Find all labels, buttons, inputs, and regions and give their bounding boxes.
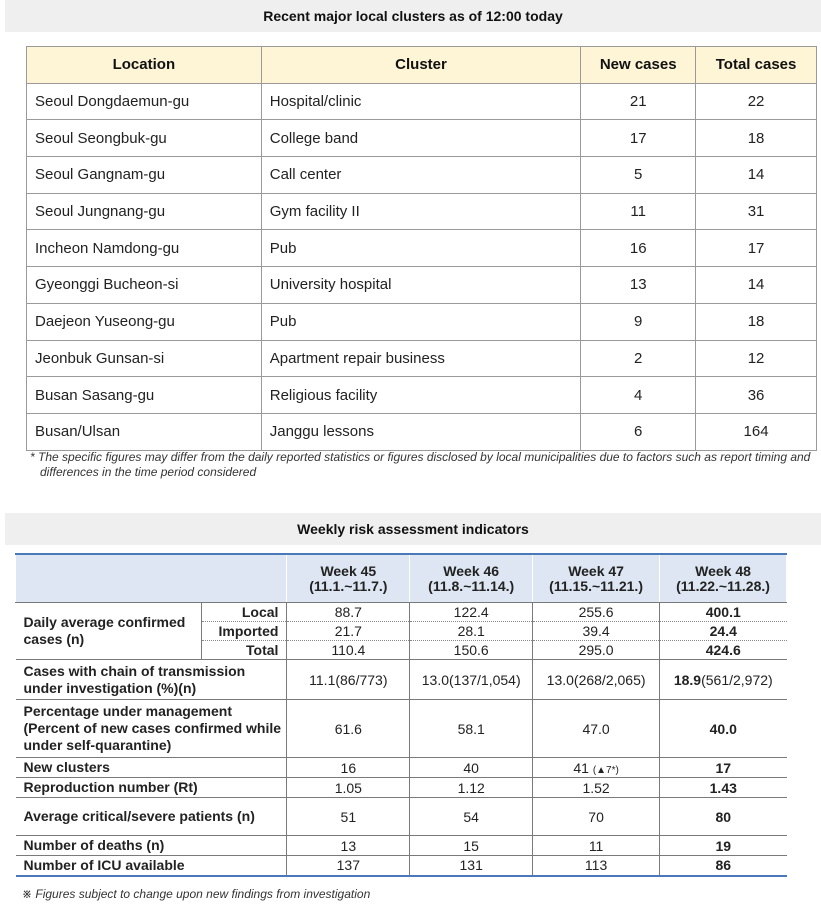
value-cell: 88.7 [287,603,410,622]
label-critical: Average critical/severe patients (n) [16,798,287,836]
value-cell: 13.0(268/2,065) [533,660,660,700]
cell-location: Daejeon Yuseong-gu [27,303,262,340]
clusters-table [26,46,817,451]
chain-count: (561/2,972) [701,671,773,688]
cell-new-cases: 13 [581,267,696,304]
cell-total-cases: 18 [696,303,817,340]
value-cell: 16 [287,758,410,778]
row-local [16,603,787,622]
cell-total-cases: 36 [696,377,817,414]
cell-total-cases: 14 [696,157,817,194]
value-cell: 51 [287,798,410,836]
cell-cluster: Janggu lessons [261,413,581,450]
table-row [27,193,817,230]
cell-cluster: Pub [261,230,581,267]
increase-note: (▲7*) [592,764,619,776]
row-critical [16,798,787,836]
value-cell: 58.1 [410,700,533,758]
header-new-cases: New cases [581,47,696,84]
week-range: (11.22.~11.28.) [676,577,770,594]
cell-total-cases: 22 [696,83,817,120]
clusters-footnote: * The specific figures may differ from the daily reported statistics or figures disclosed by local municipalities due to factors such as report timing and differences in the time period considered [30,450,811,479]
header-corner [16,554,287,603]
cell-location: Incheon Namdong-gu [27,230,262,267]
header-week-45 [287,554,410,603]
value-cell: 80 [660,798,787,836]
cell-location: Jeonbuk Gunsan-si [27,340,262,377]
value-cell: 70 [533,798,660,836]
week-label: Week 45 [320,562,377,579]
value-cell: 21.7 [287,622,410,641]
cell-total-cases: 14 [696,267,817,304]
new-clusters-value: 41 [573,759,589,776]
cell-total-cases: 31 [696,193,817,230]
cell-cluster: Religious facility [261,377,581,414]
value-cell: 13.0(137/1,054) [410,660,533,700]
table-row [27,377,817,414]
cell-location: Gyeonggi Bucheon-si [27,267,262,304]
cell-location: Seoul Jungnang-gu [27,193,262,230]
value-cell: 86 [660,856,787,876]
header-week-48 [660,554,787,603]
table-row [27,230,817,267]
label-icu: Number of ICU available [16,856,287,876]
cell-new-cases: 4 [581,377,696,414]
week-range: (11.1.~11.7.) [309,577,388,594]
value-cell: 1.05 [287,778,410,798]
value-cell: 1.43 [660,778,787,798]
label-management: Percentage under management (Percent of new cases confirmed while under self-quarantine) [16,700,287,758]
value-cell: 113 [533,856,660,876]
value-cell: 400.1 [660,603,787,622]
value-cell: 255.6 [533,603,660,622]
value-cell: 122.4 [410,603,533,622]
value-cell [660,660,787,700]
risk-footnote: ※ Figures subject to change upon new findings from investigation [22,887,371,901]
cell-new-cases: 6 [581,413,696,450]
label-local: Local [201,603,287,622]
value-cell: 40 [410,758,533,778]
cell-new-cases: 21 [581,83,696,120]
value-cell: 17 [660,758,787,778]
value-cell [533,758,660,778]
cell-cluster: Pub [261,303,581,340]
value-cell: 13 [287,836,410,856]
cell-location: Seoul Seongbuk-gu [27,120,262,157]
value-cell: 40.0 [660,700,787,758]
cell-cluster: University hospital [261,267,581,304]
value-cell: 24.4 [660,622,787,641]
cell-location: Seoul Dongdaemun-gu [27,83,262,120]
value-cell: 39.4 [533,622,660,641]
cell-total-cases: 18 [696,120,817,157]
cell-total-cases: 17 [696,230,817,267]
value-cell: 28.1 [410,622,533,641]
cell-cluster: College band [261,120,581,157]
header-cluster: Cluster [261,47,581,84]
table-row [27,120,817,157]
value-cell: 1.52 [533,778,660,798]
row-management [16,700,787,758]
week-label: Week 47 [568,562,624,579]
clusters-title: Recent major local clusters as of 12:00 today [5,0,821,32]
table-row [27,413,817,450]
week-range: (11.15.~11.21.) [549,577,643,594]
label-rt: Reproduction number (Rt) [16,778,287,798]
value-cell: 137 [287,856,410,876]
header-week-46 [410,554,533,603]
value-cell: 47.0 [533,700,660,758]
week-label: Week 48 [695,562,751,579]
label-imported: Imported [201,622,287,641]
row-icu [16,856,787,876]
risk-header-row [16,554,787,603]
week-range: (11.8.~11.14.) [428,577,515,594]
row-new-clusters [16,758,787,778]
cell-total-cases: 12 [696,340,817,377]
value-cell: 54 [410,798,533,836]
table-row [27,83,817,120]
table-row [27,267,817,304]
label-total: Total [201,641,287,660]
cell-location: Seoul Gangnam-gu [27,157,262,194]
cell-cluster: Hospital/clinic [261,83,581,120]
value-cell: 424.6 [660,641,787,660]
header-total-cases: Total cases [696,47,817,84]
cell-new-cases: 2 [581,340,696,377]
cell-cluster: Gym facility II [261,193,581,230]
cell-new-cases: 16 [581,230,696,267]
week-label: Week 46 [443,562,500,579]
value-cell: 1.12 [410,778,533,798]
cell-new-cases: 5 [581,157,696,194]
row-rt [16,778,787,798]
cell-new-cases: 17 [581,120,696,157]
label-new-clusters: New clusters [16,758,287,778]
cell-location: Busan Sasang-gu [27,377,262,414]
label-deaths: Number of deaths (n) [16,836,287,856]
value-cell: 295.0 [533,641,660,660]
row-deaths [16,836,787,856]
value-cell: 61.6 [287,700,410,758]
cell-total-cases: 164 [696,413,817,450]
label-daily-average: Daily average confirmed cases (n) [16,603,202,660]
cell-location: Busan/Ulsan [27,413,262,450]
value-cell: 110.4 [287,641,410,660]
cell-cluster: Apartment repair business [261,340,581,377]
cell-new-cases: 9 [581,303,696,340]
chain-percent: 18.9 [673,671,702,688]
value-cell: 19 [660,836,787,856]
table-row [27,157,817,194]
value-cell: 11 [533,836,660,856]
value-cell: 15 [410,836,533,856]
risk-title: Weekly risk assessment indicators [5,513,821,545]
row-chain [16,660,787,700]
value-cell: 150.6 [410,641,533,660]
table-row [27,303,817,340]
value-cell: 11.1(86/773) [287,660,410,700]
label-chain: Cases with chain of transmission under investigation (%)(n) [16,660,287,700]
header-location: Location [27,47,262,84]
clusters-header-row [27,47,817,84]
risk-table [15,553,787,877]
cell-new-cases: 11 [581,193,696,230]
header-week-47 [533,554,660,603]
table-row [27,340,817,377]
cell-cluster: Call center [261,157,581,194]
value-cell: 131 [410,856,533,876]
